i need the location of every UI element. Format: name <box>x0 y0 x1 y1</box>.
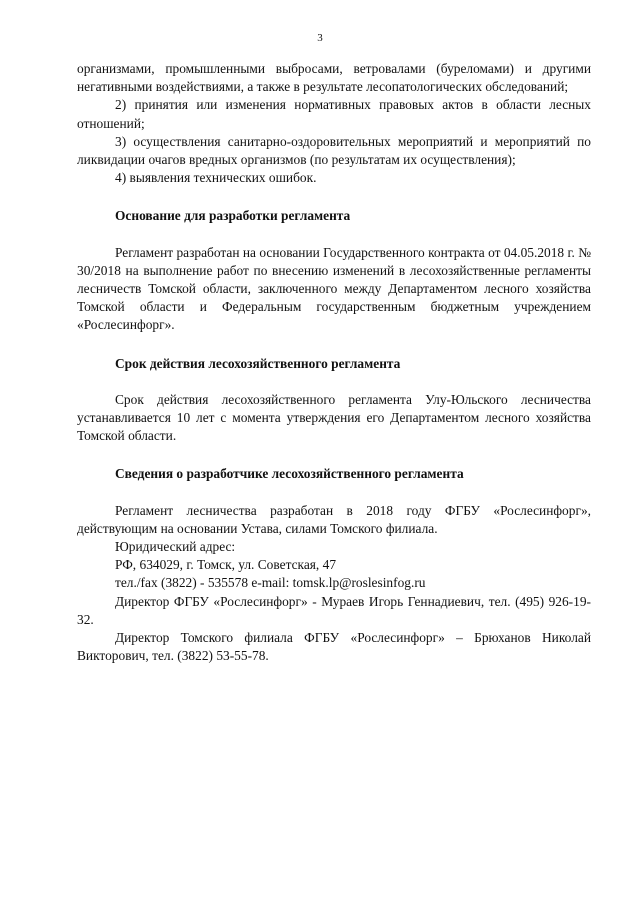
section-text-term: Срок действия лесохозяйственного регламента Улу-Юльского лесничества устанавливается 10 лет с момента утверждения его Департаментом лесного хозяйства Томской области. <box>77 391 591 444</box>
contact-info: тел./fax (3822) - 535578 e-mail: tomsk.lp@roslesinfog.ru <box>115 575 426 591</box>
section-heading-developer: Сведения о разработчике лесохозяйственного регламента <box>115 466 464 482</box>
list-continuation: организмами, промышленными выбросами, ветровалами (буреломами) и другими негативными воздействиями, а также в результате лесопатологических обследований; <box>77 61 591 95</box>
section-text-developer: Регламент лесничества разработан в 2018 году ФГБУ «Рослесинфорг», действующим на основании Устава, силами Томского филиала. <box>77 502 591 536</box>
section-heading-term: Срок действия лесохозяйственного регламента <box>115 355 401 371</box>
page-number: 3 <box>317 32 323 44</box>
list-item-3: 3) осуществления санитарно-оздоровительных мероприятий и мероприятий по ликвидации очагов вредных организмов (по результатам их осуществления); <box>77 133 591 168</box>
director-info: Директор ФГБУ «Рослесинфорг» - Мураев Игорь Геннадиевич, тел. (495) 926-19-32. <box>77 593 591 627</box>
legal-address-label: Юридический адрес: <box>115 539 236 555</box>
legal-address: РФ, 634029, г. Томск, ул. Советская, 47 <box>115 557 337 573</box>
branch-director-info: Директор Томского филиала ФГБУ «Рослесинфорг» – Брюханов Николай Викторович, тел. (3822) 53-55-78. <box>77 630 591 664</box>
list-item-2: 2) принятия или изменения нормативных правовых актов в области лесных отношений; <box>77 97 591 131</box>
list-item-4: 4) выявления технических ошибок. <box>115 170 317 186</box>
section-text-basis: Регламент разработан на основании Государственного контракта от 04.05.2018 г. № 30/2018 на выполнение работ по внесению изменений в лесохозяйственные регламенты лесничеств Томской области, заключенного между Департаментом лесного хозяйства Томской области и Федеральным государственным бюджетным учреждением «Рослесинфорг». <box>77 244 591 333</box>
document-body <box>77 60 591 665</box>
section-heading-basis: Основание для разработки регламента <box>115 208 351 224</box>
